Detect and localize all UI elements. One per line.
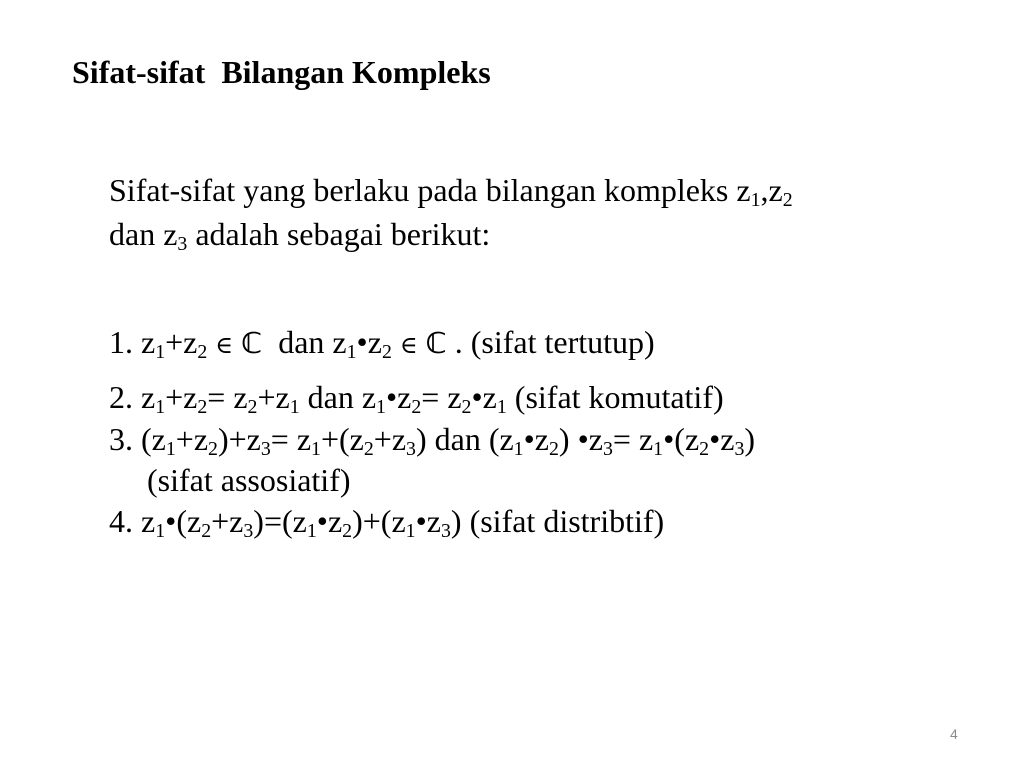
- slide-title: Sifat-sifat Bilangan Kompleks: [72, 54, 491, 90]
- property-label: (sifat komutatif): [514, 379, 724, 415]
- complex-set-symbol: ℂ: [241, 326, 263, 360]
- property-list: [109, 321, 1009, 542]
- property-item-associative: 3. $(z_1+z_2)+z_3= z_1+(z_2+z_3)$ dan $(z_1•z_2)$ $•z_3=$ $z_1•(z_2•z_3)$: [109, 421, 756, 460]
- intro-line-1: Sifat-sifat yang berlaku pada bilangan kompleks $z_1,z_2$: [109, 172, 793, 211]
- property-label: (sifat tertutup): [470, 324, 655, 360]
- intro-line-2: dan $z_3$ adalah sebagai berikut:: [109, 216, 491, 255]
- page-number: 4: [950, 726, 958, 742]
- property-label-associative: (sifat assosiatif): [147, 462, 351, 498]
- property-item-commutative: 2. $z_1+z_2= z_2+z_1$ dan $z_1•z_2=$ $z_2•z_1$ (sifat komutatif): [109, 379, 724, 418]
- property-item-distributive: 4. $z_1•(z_2+z_3)=(z_1•z_2)+(z_1•z_3)$ (sifat distribtif): [109, 503, 665, 542]
- property-label: (sifat distribtif): [469, 503, 665, 539]
- property-item-closure: 1. $z_1+z_2$ ∈ ℂ dan $z_1•z_2$ ∈ ℂ . (sifat tertutup): [109, 324, 655, 363]
- complex-set-symbol: ℂ: [425, 326, 447, 360]
- intro-paragraph: [109, 168, 793, 256]
